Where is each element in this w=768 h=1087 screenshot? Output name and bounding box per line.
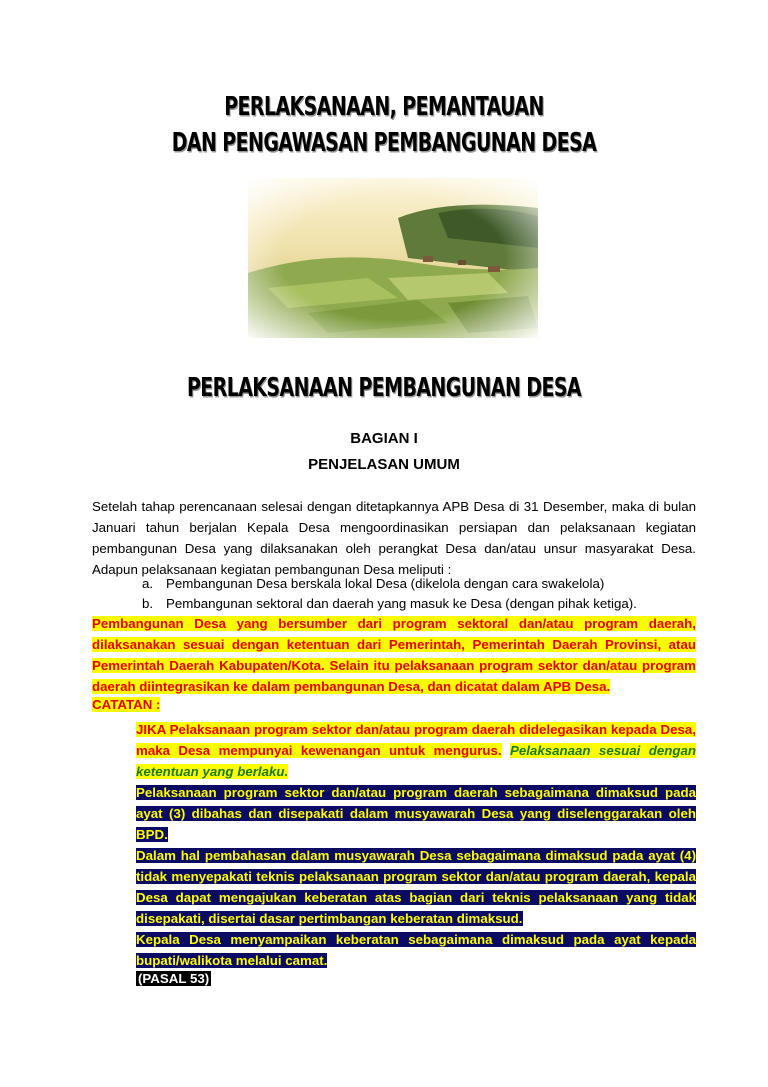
navy-note — [136, 929, 696, 971]
list-item-text: Pembangunan Desa berskala lokal Desa (dikelola dengan cara swakelola) — [166, 576, 605, 591]
note-green-text: Pelaksanaan sesuai dengan ketentuan yang berlaku. — [136, 743, 696, 779]
navy-note — [136, 845, 696, 929]
pasal-reference — [136, 971, 211, 986]
note-delegation — [136, 719, 696, 782]
note-red-text: JIKA Pelaksanaan program sektor dan/atau program daerah didelegasikan kepada Desa, maka Desa mempunyai kewenangan untuk mengurus. — [136, 722, 696, 758]
list-item-text: Pembangunan sektoral dan daerah yang masuk ke Desa (dengan pihak ketiga). — [166, 596, 637, 611]
pasal-reference-text: (PASAL 53) — [138, 971, 210, 986]
list-item — [142, 594, 702, 614]
catatan-label-text: CATATAN : — [92, 697, 161, 712]
intro-paragraph: Setelah tahap perencanaan selesai dengan ditetapkannya APB Desa di 31 Desember, maka di bulan Januari tahun berjalan Kepala Desa mengoordinasikan persiapan dan pelaksanaan kegiatan pembangunan Desa yang dilaksanakan oleh perangkat Desa dan/atau unsur masyarakat Desa. Adapun pelaksanaan kegiatan pembangunan Desa meliputi : — [92, 499, 696, 577]
navy-note-text: Pelaksanaan program sektor dan/atau program daerah sebagaimana dimaksud pada ayat (3) dibahas dan disepakati dalam musyawarah Desa yang diselenggarakan oleh BPD. — [136, 785, 696, 842]
document-title-line1: PERLAKSANAAN, PEMANTAUAN — [224, 92, 544, 122]
navy-note — [136, 782, 696, 845]
list-marker: b. — [142, 596, 154, 611]
penjelasan-heading: PENJELASAN UMUM — [308, 456, 460, 473]
document-title-line2: DAN PENGAWASAN PEMBANGUNAN DESA — [171, 128, 597, 158]
activity-list — [142, 574, 702, 614]
navy-note-text: Kepala Desa menyampaikan keberatan sebagaimana dimaksud pada ayat kepada bupati/walikota melalui camat. — [136, 932, 696, 968]
catatan-label — [92, 697, 160, 712]
navy-note-text: Dalam hal pembahasan dalam musyawarah Desa sebagaimana dimaksud pada ayat (4) tidak menyepakati teknis pelaksanaan program sektor dan/atau program daerah, kepala Desa dapat mengajukan keberatan atas bagian dari teknis pelaksanaan yang tidak disepakati, disertai dasar pertimbangan keberatan dimaksud. — [136, 848, 696, 926]
highlighted-paragraph-text: Pembangunan Desa yang bersumber dari program sektoral dan/atau program daerah, dilaksanakan sesuai dengan ketentuan dari Pemerintah, Pemerintah Daerah Provinsi, atau Pemerintah Daerah Kabupaten/Kota. Selain itu pelaksanaan program sektor dan/atau program daerah diintegrasikan ke dalam pembangunan Desa, dan dicatat dalam APB Desa. — [92, 616, 696, 694]
list-item — [142, 574, 702, 594]
village-landscape-photo — [248, 178, 538, 338]
list-marker: a. — [142, 576, 154, 591]
bagian-heading: BAGIAN I — [350, 430, 418, 447]
section-title: PERLAKSANAAN PEMBANGUNAN DESA — [186, 373, 582, 403]
highlighted-paragraph — [92, 613, 696, 697]
